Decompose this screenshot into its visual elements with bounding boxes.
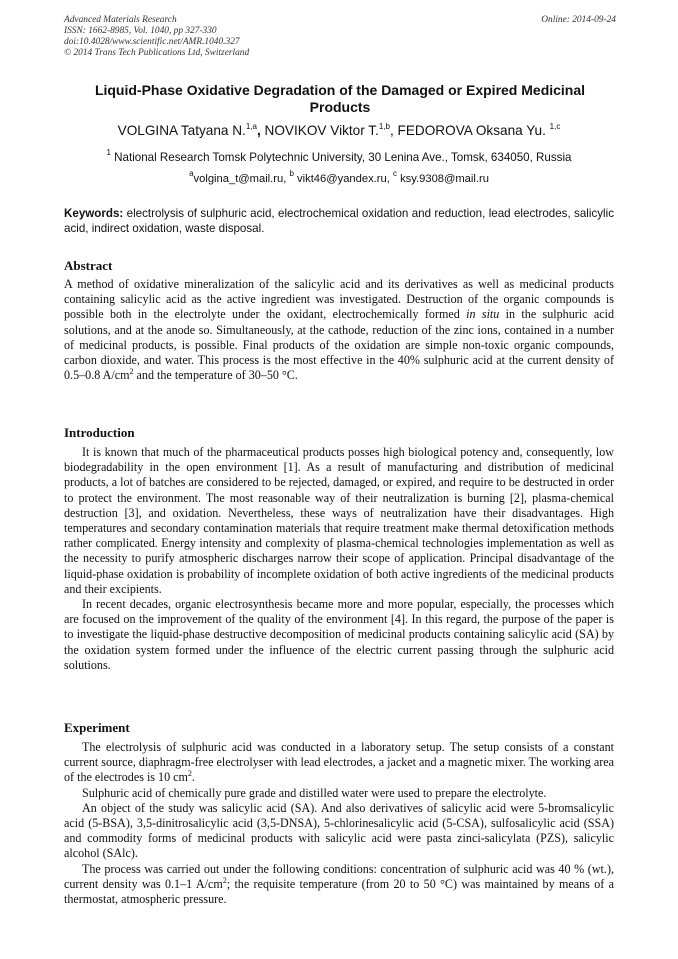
abstract-paragraph: A method of oxidative mineralization of the salicylic acid and its derivatives as well as medicinal products containing salicylic acid as the active ingredient was investigated. Destruction of the organic compounds is possible both in the electrolyte under the oxidant, electrochemically formed in situ in the sulphuric acid solutions, and at the anode so. Simultaneously, at the cathode, reduction of the zinc ions, contained in a number of medicinal products, is possible. Final products of the oxidation are simple non-toxic organic compounds, carbon dioxide, and water. This process is the most effective in the 40% sulphuric acid at the current density of 0.5–0.8 $A/cm^2$ and the temperature of 30–50 °C. — [64, 277, 614, 383]
affiliation — [40, 150, 638, 165]
online-date: Online: 2014-09-24 — [541, 15, 616, 25]
abstract-heading: Abstract — [64, 258, 113, 273]
experiment-paragraph: The process was carried out under the following conditions: concentration of sulphuric acid was 40 % (wt.), current density was 0.1–1 $A/cm^2$; the requisite temperature (from 20 to 50 °C) was maintained by means of a thermostat, atmospheric pressure. — [64, 861, 614, 907]
affiliation-mark: 1 — [106, 148, 111, 157]
experiment-body — [64, 740, 614, 907]
author-emails: $^a$volgina_t@mail.ru, $^b$ vikt46@yandex.ru, $^c$ ksy.9308@mail.ru — [189, 169, 489, 185]
keywords — [64, 206, 614, 236]
experiment-heading: Experiment — [64, 720, 130, 735]
experiment-paragraph: The electrolysis of sulphuric acid was conducted in a laboratory setup. The setup consists of a constant current source, diaphragm-free electrolyser with lead electrodes, a jacket and a magnetic mixer. The working area of the electrodes is 10 $cm^2$. — [64, 740, 614, 785]
journal-copyright: © 2014 Trans Tech Publications Ltd, Switzerland — [64, 48, 250, 58]
author-affiliation-mark: 1,c — [549, 122, 561, 131]
email-mark: b — [289, 169, 294, 178]
email-mark: a — [189, 169, 194, 178]
introduction-heading: Introduction — [64, 425, 135, 440]
introduction-paragraph: It is known that much of the pharmaceutical products posses high biological potency and, consequently, low biodegradability in the open environment [1]. As a result of manufacturing and distribution of medicinal products, a lot of batches are considered to be rejected, damaged, or expired, and require to be destructed in order to protect the environment. The most reasonable way of their neutralization is burning [2], plasma-chemical destruction [3], and oxidation. Nevertheless, these ways of neutralization have their disadvantages. High temperatures and secondary contamination materials that require treatment make thermal detoxification methods rather complicated. Energy intensity and complexity of plasma-chemical technologies implementation as well as the necessity to purify atmospheric discharges narrow their scope of application. Principal disadvantage of the liquid-phase oxidation is probability of incomplete oxidation of both active ingredients of the medicinal products and their excipients. — [64, 445, 614, 596]
introduction-paragraph: In recent decades, organic electrosynthesis became more and more popular, especially, the processes which are focused on the improvement of the quality of the environment [4]. In this regard, the purpose of the paper is to investigate the liquid-phase destructive decomposition of medicinal products containing salicylic acid (SA) by the oxidation system formed under the influence of the electric current passing through the sulphuric acid solutions. — [64, 597, 614, 672]
affiliation-text: National Research Tomsk Polytechnic University, 30 Lenina Ave., Tomsk, 634050, Russia — [114, 151, 572, 164]
email-link[interactable]: vikt46@yandex.ru — [297, 173, 387, 185]
abstract-body — [64, 277, 614, 383]
author-name: FEDOROVA Oksana Yu. — [397, 123, 546, 138]
journal-doi: doi:10.4028/www.scientific.net/AMR.1040.327 — [64, 37, 240, 47]
keywords-text: electrolysis of sulphuric acid, electrochemical oxidation and reduction, lead electrodes, salicylic acid, indirect oxidation, waste disposal. — [64, 207, 614, 235]
journal-issn: ISSN: 1662-8985, Vol. 1040, pp 327-330 — [64, 26, 217, 36]
email-link[interactable]: ksy.9308@mail.ru — [400, 173, 489, 185]
author-affiliation-mark: 1,b — [378, 122, 390, 131]
author-list: VOLGINA Tatyana N.$^{1,a}$, NOVIKOV Viktor T.$^{1,b}$, FEDOROVA Oksana Yu. $^{1,c}$ — [117, 122, 561, 138]
email-mark: c — [392, 169, 397, 178]
author-affiliation-mark: 1,a — [245, 122, 257, 131]
author-name: NOVIKOV Viktor T. — [264, 123, 379, 138]
author-name: VOLGINA Tatyana N. — [117, 123, 246, 138]
paper-title: Liquid-Phase Oxidative Degradation of the Damaged or Expired Medicinal Products — [94, 82, 586, 115]
experiment-paragraph: An object of the study was salicylic acid (SA). And also derivatives of salicylic acid were 5-bromsalicylic acid (5-BSA), 3,5-dinitrosalicylic acid (3,5-DNSA), 5-chlorinesalicylic acid (5-CSA), sulfosalicylic acid (SSA) and commodity forms of medicinal products with salicylic acid were pasta zinci-salicylata (PZS), salicylic alcohol (SAlc). — [64, 800, 614, 861]
keywords-label: Keywords: — [64, 207, 124, 220]
journal-name: Advanced Materials Research — [64, 15, 177, 25]
email-link[interactable]: volgina_t@mail.ru — [193, 173, 284, 185]
journal-header — [64, 15, 616, 59]
introduction-body — [64, 445, 614, 673]
experiment-paragraph: Sulphuric acid of chemically pure grade and distilled water were used to prepare the electrolyte. — [82, 785, 547, 800]
